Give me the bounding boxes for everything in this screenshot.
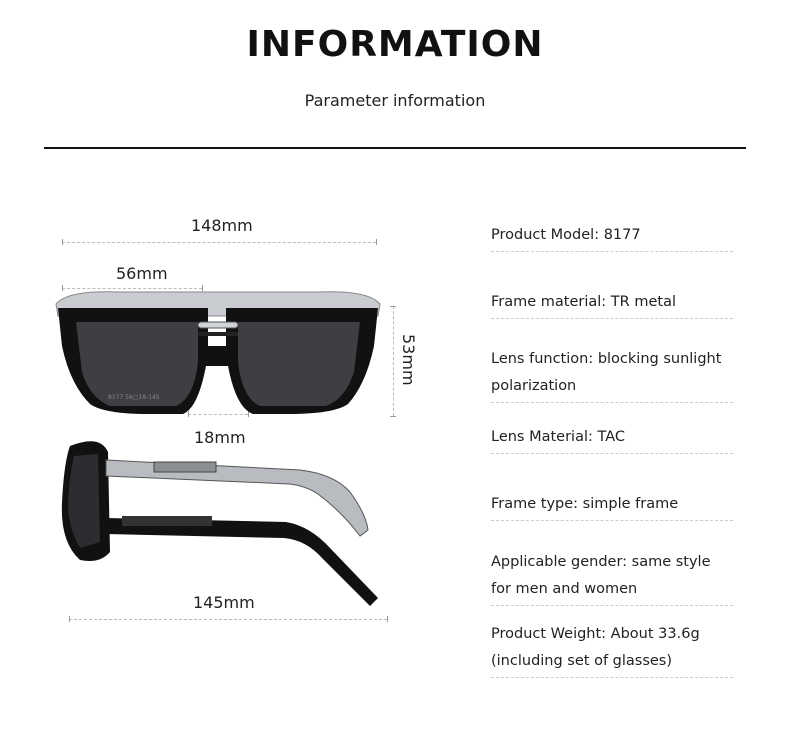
lens-width-label: 56mm [116,264,168,283]
tick [390,416,396,417]
page-title: INFORMATION [246,24,544,65]
param-frame-type: Frame type: simple frame [491,491,733,521]
tick [69,616,70,622]
param-applicable-gender: Applicable gender: same style for men and women [491,549,733,606]
sunglasses-front-image [48,286,388,426]
lens-height-label: 53mm [399,334,418,386]
temple-length-label: 145mm [193,593,255,612]
tick [390,306,396,307]
divider [44,147,746,149]
tick [387,616,388,622]
param-product-weight: Product Weight: About 33.6g (including set of glasses) [491,621,733,678]
temple-length-line [69,619,387,620]
frame-print-text: 8177 56□18-145 [108,394,160,401]
bridge-label: 18mm [194,428,246,447]
param-product-model: Product Model: 8177 [491,222,733,252]
param-frame-material: Frame material: TR metal [491,289,733,319]
page-subtitle: Parameter information [304,91,486,110]
total-width-line [62,242,376,243]
tick [62,239,63,245]
param-lens-material: Lens Material: TAC [491,424,733,454]
tick [376,239,377,245]
lens-height-line [393,306,394,416]
sunglasses-side-image [50,432,390,612]
param-lens-function: Lens function: blocking sunlight polarization [491,346,733,403]
total-width-label: 148mm [191,216,253,235]
